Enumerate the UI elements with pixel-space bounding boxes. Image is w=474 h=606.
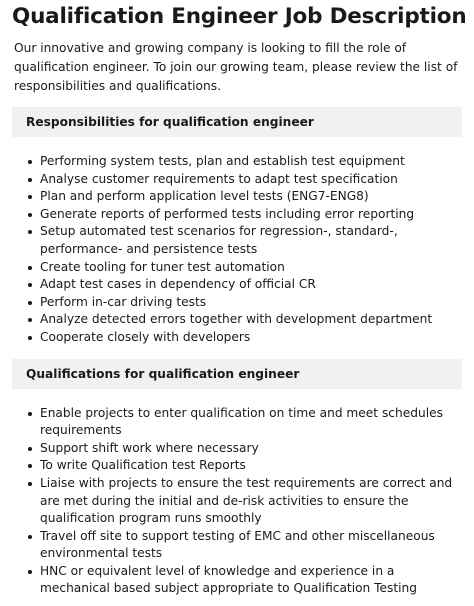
responsibility-item	[28, 188, 462, 206]
qualification-text: HNC or equivalent level of knowledge and experience in a mechanical based subject appropriate to Qualification Testing	[40, 563, 417, 596]
responsibility-item	[28, 311, 462, 329]
bullet-icon	[28, 570, 32, 574]
qualification-item	[28, 528, 462, 563]
responsibility-text: Cooperate closely with developers	[40, 329, 251, 344]
qualification-item	[28, 440, 462, 458]
bullet-icon	[28, 283, 32, 287]
bullet-icon	[28, 213, 32, 217]
qualifications-list	[12, 405, 462, 599]
responsibilities-heading: Responsibilities for qualification engineer	[12, 107, 462, 137]
qualification-item	[28, 475, 462, 528]
responsibility-text: Performing system tests, plan and establish test equipment	[40, 154, 405, 168]
page-title: Qualification Engineer Job Description	[12, 4, 467, 29]
qualification-item	[28, 563, 462, 598]
bullet-icon	[28, 230, 32, 234]
qualification-text: Liaise with projects to ensure the test requirements are correct and are met during the initial and de-risk activities to ensure the qualification program runs smoothly	[40, 475, 453, 526]
qualification-text: To write Qualification test Reports	[40, 458, 246, 473]
responsibility-item	[28, 276, 462, 294]
responsibility-text: Analyse customer requirements to adapt test specification	[40, 171, 398, 186]
intro-paragraph: Our innovative and growing company is looking to fill the role of qualification engineer. To join our growing team, please review the list of responsibilities and qualifications.	[14, 41, 458, 93]
bullet-icon	[28, 318, 32, 322]
responsibilities-list	[12, 153, 462, 347]
responsibility-item	[28, 171, 462, 189]
qualification-item	[28, 457, 462, 475]
bullet-icon	[28, 178, 32, 182]
responsibility-item	[28, 329, 462, 347]
bullet-icon	[28, 336, 32, 340]
bullet-icon	[28, 301, 32, 305]
responsibility-item	[28, 206, 462, 224]
bullet-icon	[28, 160, 32, 164]
responsibility-text: Plan and perform application level tests (ENG7-ENG8)	[40, 189, 369, 204]
responsibility-item	[28, 259, 462, 277]
responsibility-item	[28, 223, 462, 258]
bullet-icon	[28, 195, 32, 199]
responsibility-item	[28, 153, 462, 171]
qualification-text: Enable projects to enter qualification on time and meet schedules requirements	[40, 405, 443, 438]
responsibility-text: Adapt test cases in dependency of official CR	[40, 277, 316, 292]
bullet-icon	[28, 464, 32, 468]
responsibility-text: Create tooling for tuner test automation	[40, 259, 285, 274]
bullet-icon	[28, 266, 32, 270]
bullet-icon	[28, 447, 32, 451]
responsibility-text: Generate reports of performed tests including error reporting	[40, 206, 415, 221]
bullet-icon	[28, 535, 32, 539]
responsibility-item	[28, 294, 462, 312]
qualification-text: Travel off site to support testing of EMC and other miscellaneous environmental tests	[40, 528, 435, 561]
responsibility-text: Analyze detected errors together with development department	[40, 312, 433, 327]
bullet-icon	[28, 412, 32, 416]
bullet-icon	[28, 482, 32, 486]
responsibility-text: Setup automated test scenarios for regression-, standard-, performance- and persistence tests	[40, 224, 398, 256]
qualification-text: Support shift work where necessary	[40, 440, 259, 455]
responsibility-text: Perform in-car driving tests	[40, 294, 207, 309]
qualification-item	[28, 405, 462, 440]
qualifications-heading: Qualifications for qualification engineer	[12, 359, 462, 389]
